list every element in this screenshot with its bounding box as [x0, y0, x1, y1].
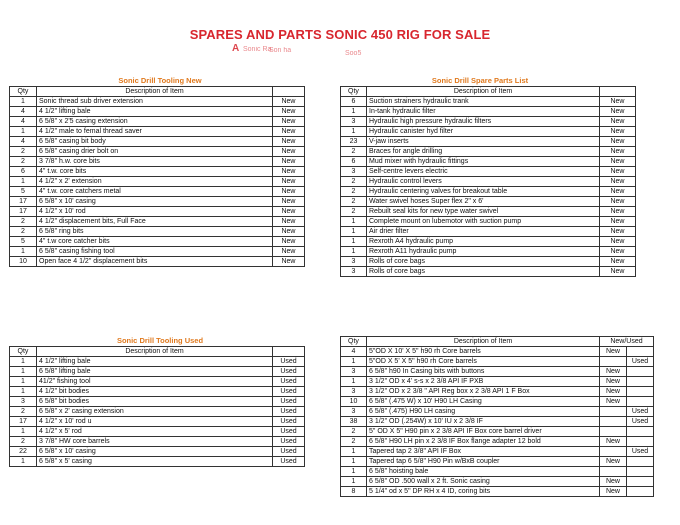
cell-qty: 1 [10, 127, 37, 137]
cell-status: New [600, 387, 627, 397]
table-row [10, 217, 305, 227]
table-header-row [341, 337, 654, 347]
cell-description: 6 5/8" lifting bale [37, 367, 273, 377]
cell-description: 6 5/8" casing drier bolt on [37, 147, 273, 157]
cell-qty: 1 [10, 97, 37, 107]
cell-description: 4 1/2" x 5' rod [37, 427, 273, 437]
cell-description: 6 5/8" x 2'5 casing extension [37, 117, 273, 127]
cell-description: 6 5/8" x 2' casing extension [37, 407, 273, 417]
cell-description: Open face 4 1/2" displacement bits [37, 257, 273, 267]
cell-qty: 3 [341, 167, 367, 177]
table-row [341, 137, 636, 147]
table-row [10, 227, 305, 237]
cell-qty: 2 [10, 227, 37, 237]
cell-qty: 1 [341, 107, 367, 117]
cell-qty: 17 [10, 417, 37, 427]
cell-status: New [273, 227, 305, 237]
cell-description: Water swivel hoses Super flex 2" x 6' [367, 197, 600, 207]
table-row [10, 157, 305, 167]
cell-description: 4 1/2" x 10' rod [37, 207, 273, 217]
cell-qty: 1 [341, 227, 367, 237]
table-row [341, 267, 636, 277]
cell-status: New [273, 137, 305, 147]
cell-qty: 2 [341, 207, 367, 217]
table-row [341, 457, 654, 467]
cell-description: Rexroth A4 hydraulic pump [367, 237, 600, 247]
cell-description: Mud mixer with hydraulic fittings [367, 157, 600, 167]
cell-status: New [273, 177, 305, 187]
cell-description: V-jaw inserts [367, 137, 600, 147]
cell-qty: 1 [341, 377, 367, 387]
table-row [341, 257, 636, 267]
table-row [341, 97, 636, 107]
table-row [10, 397, 305, 407]
cell-description: 6 5/8" (.475 W) x 10' H90 LH Casing [367, 397, 600, 407]
table-row [10, 187, 305, 197]
cell-description: 4 1/2" x 10' rod u [37, 417, 273, 427]
table-row [10, 367, 305, 377]
cell-description: In-tank hydraulic filter [367, 107, 600, 117]
cell-description: Hydraulic control levers [367, 177, 600, 187]
cell-status: New [273, 247, 305, 257]
cell-status: New [600, 177, 636, 187]
table-row [10, 257, 305, 267]
cell-status: New [600, 457, 627, 467]
cell-qty: 8 [341, 487, 367, 497]
cell-status: New [600, 117, 636, 127]
cell-status: Used [273, 457, 305, 467]
cell-qty: 3 [341, 257, 367, 267]
cell-status: New [600, 217, 636, 227]
table-row [341, 167, 636, 177]
cell-qty: 1 [10, 247, 37, 257]
header-status [273, 347, 305, 357]
cell-status-used [627, 387, 654, 397]
cell-qty: 6 [341, 157, 367, 167]
cell-status: Used [273, 397, 305, 407]
table-row [10, 237, 305, 247]
cell-description: 41/2" fishing tool [37, 377, 273, 387]
table-tooling-used [9, 346, 305, 467]
cell-description: 4 1/2" bit bodies [37, 387, 273, 397]
table-row [341, 467, 654, 477]
cell-qty: 1 [10, 377, 37, 387]
cell-status: New [273, 117, 305, 127]
cell-status: New [273, 237, 305, 247]
header-description: Description of Item [37, 347, 273, 357]
table-row [10, 387, 305, 397]
cell-qty: 4 [10, 107, 37, 117]
cell-description: 4 1/2" lifting bale [37, 107, 273, 117]
cell-description: Tapered tap 6 5/8" H90 Pin w/BxB coupler [367, 457, 600, 467]
cell-status: New [600, 247, 636, 257]
table-row [341, 107, 636, 117]
table-header-row [341, 87, 636, 97]
header-new-used: New/Used [600, 337, 654, 347]
cell-description: 5 1/4" od x 5" DP RH x 4 ID, coring bits [367, 487, 600, 497]
cell-description: Hydraulic centering valves for breakout table [367, 187, 600, 197]
cell-status-used [627, 437, 654, 447]
cell-description: 3 7/8" h.w. core bits [37, 157, 273, 167]
cell-qty: 4 [10, 117, 37, 127]
cell-qty: 2 [341, 187, 367, 197]
cell-status [600, 447, 627, 457]
cell-qty: 1 [341, 477, 367, 487]
cell-status-used [627, 377, 654, 387]
cell-description: Rolls of core bags [367, 257, 600, 267]
table-row [10, 247, 305, 257]
cell-description: Rebuilt seal kits for new type water swivel [367, 207, 600, 217]
section-title-spare-parts: Sonic Drill Spare Parts List [431, 76, 529, 85]
table-row [10, 177, 305, 187]
cell-status: New [273, 107, 305, 117]
table-spare-parts [340, 86, 636, 277]
cell-description: 3 1/2" OD x 4' s-s x 2 3/8 API IF PXB [367, 377, 600, 387]
cell-status: New [600, 137, 636, 147]
cell-description: 5" OD X 5" H90 pin x 2 3/8 API IF Box core barrel driver [367, 427, 600, 437]
cell-status [600, 357, 627, 367]
cell-description: 6 5/8" H90 LH pin x 2 3/8 IF Box flange adapter 12 bold [367, 437, 600, 447]
cell-status: New [273, 197, 305, 207]
table-row [341, 387, 654, 397]
cell-description: Hydraulic high pressure hydraulic filters [367, 117, 600, 127]
cell-qty: 2 [341, 427, 367, 437]
table-row [10, 447, 305, 457]
cell-status: New [273, 187, 305, 197]
table-row [341, 117, 636, 127]
cell-description: Sonic thread sub driver extension [37, 97, 273, 107]
header-qty: Qty [10, 87, 37, 97]
header-qty: Qty [341, 87, 367, 97]
cell-status-used: Used [627, 447, 654, 457]
header-status [273, 87, 305, 97]
table-header-row [10, 87, 305, 97]
table-row [341, 187, 636, 197]
cell-description: 6 5/8" OD .500 wall x 2 ft. Sonic casing [367, 477, 600, 487]
cell-status-used: Used [627, 407, 654, 417]
table-row [341, 477, 654, 487]
cell-qty: 1 [341, 457, 367, 467]
cell-qty: 1 [10, 177, 37, 187]
cell-status: New [600, 437, 627, 447]
cell-qty: 1 [341, 357, 367, 367]
cell-status-used [627, 397, 654, 407]
cell-status-used [627, 477, 654, 487]
cell-description: Complete mount on lubemotor with suction pump [367, 217, 600, 227]
cell-status: New [600, 257, 636, 267]
cell-description: Rexroth A11 hydraulic pump [367, 247, 600, 257]
table-row [341, 487, 654, 497]
header-qty: Qty [341, 337, 367, 347]
cell-qty: 1 [341, 247, 367, 257]
cell-status [600, 467, 627, 477]
cell-status: Used [273, 377, 305, 387]
table-row [10, 417, 305, 427]
cell-status: New [600, 397, 627, 407]
cell-qty: 3 [10, 397, 37, 407]
table-row [10, 167, 305, 177]
cell-description: 4 1/2" lifting bale [37, 357, 273, 367]
table-header-row [10, 347, 305, 357]
table-row [341, 437, 654, 447]
cell-qty: 38 [341, 417, 367, 427]
header-description: Description of Item [367, 337, 600, 347]
section-title-tooling-used: Sonic Drill Tooling Used [116, 336, 204, 345]
cell-description: 4" t.w. core catchers metal [37, 187, 273, 197]
table-row [10, 457, 305, 467]
table-row [341, 177, 636, 187]
cell-qty: 6 [10, 167, 37, 177]
section-title-tooling-new: Sonic Drill Tooling New [118, 76, 202, 85]
cell-description: 4" t.w core catcher bits [37, 237, 273, 247]
table-row [341, 407, 654, 417]
cell-status: New [600, 367, 627, 377]
cell-qty: 10 [341, 397, 367, 407]
faint-mark-sonic: Sonic Ra [243, 46, 272, 53]
cell-qty: 2 [10, 217, 37, 227]
cell-status: New [600, 187, 636, 197]
cell-qty: 3 [341, 387, 367, 397]
cell-status: New [600, 487, 627, 497]
cell-qty: 10 [10, 257, 37, 267]
page-title: SPARES AND PARTS SONIC 450 RIG FOR SALE [189, 27, 491, 42]
cell-status: New [273, 167, 305, 177]
table-row [341, 127, 636, 137]
cell-status: New [273, 217, 305, 227]
cell-qty: 3 [341, 267, 367, 277]
table-row [10, 377, 305, 387]
table-row [10, 207, 305, 217]
table-row [10, 127, 305, 137]
cell-status: Used [273, 387, 305, 397]
cell-status [600, 417, 627, 427]
cell-qty: 1 [341, 237, 367, 247]
faint-mark-soo5: Soo5 [345, 50, 362, 57]
cell-qty: 3 [341, 367, 367, 377]
cell-description: 6 5/8" bit bodies [37, 397, 273, 407]
cell-description: Rolls of core bags [367, 267, 600, 277]
table-new-used [340, 336, 654, 497]
cell-status-used [627, 427, 654, 437]
cell-status-used [627, 467, 654, 477]
cell-description: 3 1/2" OD (.254W) x 10' IU x 2 3/8 IF [367, 417, 600, 427]
cell-status: New [600, 197, 636, 207]
cell-qty: 5 [10, 237, 37, 247]
cell-qty: 22 [10, 447, 37, 457]
table-row [341, 217, 636, 227]
cell-qty: 1 [341, 217, 367, 227]
cell-status: New [273, 207, 305, 217]
cell-qty: 1 [10, 367, 37, 377]
cell-description: 6 5/8" x 10' casing [37, 197, 273, 207]
cell-status: New [273, 147, 305, 157]
cell-qty: 1 [341, 467, 367, 477]
cell-description: 6 5/8" x 5' casing [37, 457, 273, 467]
cell-qty: 2 [10, 147, 37, 157]
header-qty: Qty [10, 347, 37, 357]
table-row [341, 357, 654, 367]
cell-status: Used [273, 427, 305, 437]
cell-status: New [273, 127, 305, 137]
cell-description: 5"OD X 10' X 5" h90 rh Core barrels [367, 347, 600, 357]
cell-description: 6 5/8" hoisting bale [367, 467, 600, 477]
cell-qty: 2 [341, 177, 367, 187]
cell-status: New [600, 147, 636, 157]
table-row [341, 237, 636, 247]
cell-qty: 1 [10, 357, 37, 367]
cell-qty: 5 [10, 187, 37, 197]
cell-status: New [273, 97, 305, 107]
cell-status: New [273, 257, 305, 267]
cell-description: Hydraulic canister hyd filter [367, 127, 600, 137]
cell-qty: 1 [341, 127, 367, 137]
cell-status: New [600, 97, 636, 107]
table-row [10, 407, 305, 417]
table-row [341, 397, 654, 407]
cell-status [600, 407, 627, 417]
cell-status: New [600, 127, 636, 137]
cell-qty: 3 [341, 117, 367, 127]
cell-description: 3 1/2" OD x 2 3/8 " API Reg box x 2 3/8 API 1 F Box [367, 387, 600, 397]
cell-status-used [627, 457, 654, 467]
cell-description: Suction strainers hydraulic trank [367, 97, 600, 107]
cell-qty: 3 [341, 407, 367, 417]
table-row [10, 137, 305, 147]
table-row [341, 227, 636, 237]
cell-description: 4" t.w. core bits [37, 167, 273, 177]
cell-description: Self-centre levers electric [367, 167, 600, 177]
table-row [10, 437, 305, 447]
faint-mark-son: Son ha [269, 47, 292, 54]
table-row [10, 197, 305, 207]
cell-description: 4 1/2" male to femal thread saver [37, 127, 273, 137]
faint-mark-a: A [232, 43, 240, 54]
cell-status: Used [273, 357, 305, 367]
cell-description: 6 5/8" casing fishing tool [37, 247, 273, 257]
cell-qty: 2 [341, 197, 367, 207]
table-row [341, 347, 654, 357]
cell-status: New [600, 347, 627, 357]
cell-qty: 2 [10, 157, 37, 167]
cell-qty: 1 [10, 387, 37, 397]
cell-qty: 2 [10, 437, 37, 447]
table-row [341, 197, 636, 207]
cell-qty: 23 [341, 137, 367, 147]
cell-description: Tapered tap 2 3/8" API IF Box [367, 447, 600, 457]
cell-status: New [600, 207, 636, 217]
cell-qty: 2 [341, 437, 367, 447]
table-row [341, 207, 636, 217]
cell-description: Braces for angle drilling [367, 147, 600, 157]
cell-qty: 2 [10, 407, 37, 417]
cell-status-used [627, 347, 654, 357]
table-row [341, 147, 636, 157]
cell-status: New [600, 237, 636, 247]
table-row [341, 447, 654, 457]
table-row [341, 427, 654, 437]
cell-status: Used [273, 367, 305, 377]
cell-status: New [600, 377, 627, 387]
cell-status: New [600, 267, 636, 277]
cell-status: New [600, 227, 636, 237]
cell-status: New [273, 157, 305, 167]
table-row [341, 417, 654, 427]
cell-qty: 4 [341, 347, 367, 357]
cell-description: 3 7/8" HW core barrels [37, 437, 273, 447]
header-status [600, 87, 636, 97]
cell-description: 6 5/8" ring bits [37, 227, 273, 237]
cell-qty: 1 [10, 457, 37, 467]
cell-status-used: Used [627, 417, 654, 427]
cell-qty: 1 [341, 447, 367, 457]
cell-qty: 6 [341, 97, 367, 107]
table-row [341, 377, 654, 387]
cell-description: Air drier filter [367, 227, 600, 237]
cell-status [600, 427, 627, 437]
cell-qty: 1 [10, 427, 37, 437]
cell-status-used: Used [627, 357, 654, 367]
table-row [10, 107, 305, 117]
table-row [341, 157, 636, 167]
cell-description: 6 5/8" h90 In Casing bits with buttons [367, 367, 600, 377]
cell-description: 4 1/2" displacement bits, Full Face [37, 217, 273, 227]
cell-status: Used [273, 437, 305, 447]
cell-description: 6 5/8" (.475) H90 LH casing [367, 407, 600, 417]
cell-status: New [600, 167, 636, 177]
table-row [10, 357, 305, 367]
cell-qty: 2 [341, 147, 367, 157]
cell-description: 5"OD X 5' X 5" h90 rh Core barrels [367, 357, 600, 367]
table-row [341, 247, 636, 257]
cell-qty: 4 [10, 137, 37, 147]
header-description: Description of Item [367, 87, 600, 97]
cell-status-used [627, 367, 654, 377]
table-row [341, 367, 654, 377]
table-row [10, 117, 305, 127]
cell-description: 6 5/8" x 10' casing [37, 447, 273, 457]
cell-status: Used [273, 407, 305, 417]
cell-status: Used [273, 417, 305, 427]
table-row [10, 97, 305, 107]
cell-description: 4 1/2" x 2' extension [37, 177, 273, 187]
cell-description: 6 5/8" casing bit body [37, 137, 273, 147]
cell-status: Used [273, 447, 305, 457]
header-description: Description of Item [37, 87, 273, 97]
cell-status: New [600, 157, 636, 167]
cell-status: New [600, 107, 636, 117]
cell-qty: 17 [10, 207, 37, 217]
table-tooling-new [9, 86, 305, 267]
cell-status: New [600, 477, 627, 487]
cell-status-used [627, 487, 654, 497]
table-row [10, 147, 305, 157]
table-row [10, 427, 305, 437]
cell-qty: 17 [10, 197, 37, 207]
